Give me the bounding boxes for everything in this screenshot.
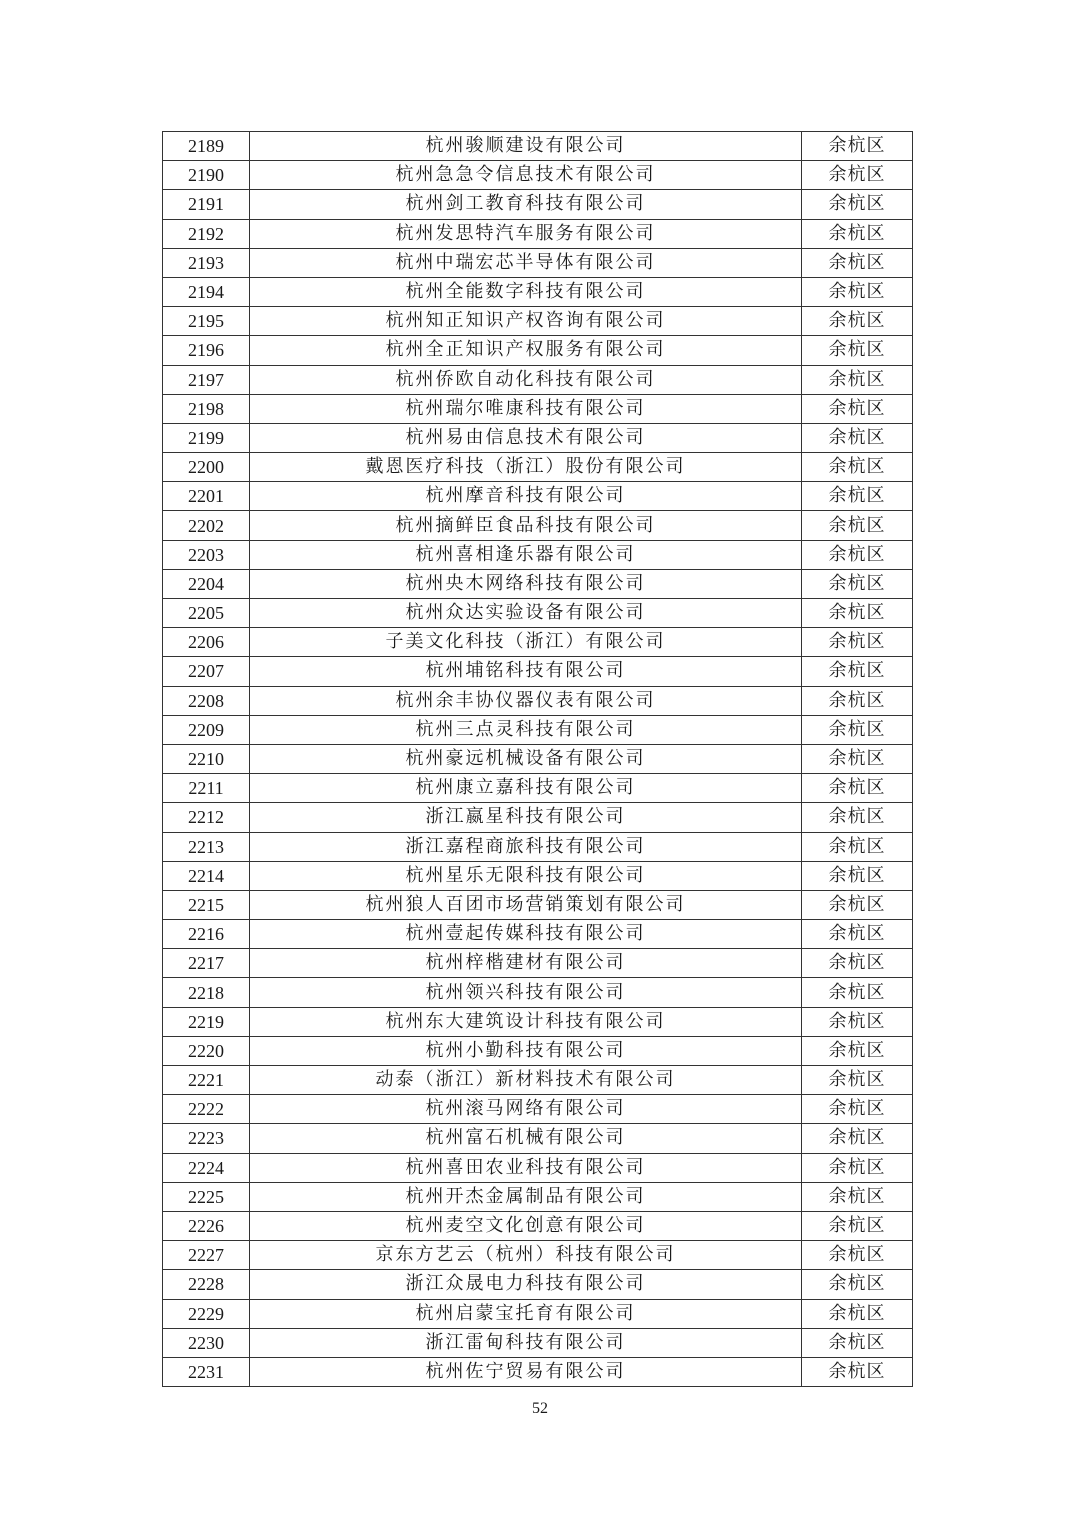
row-number-cell: 2227 bbox=[163, 1241, 250, 1270]
row-number-cell: 2218 bbox=[163, 978, 250, 1007]
row-number-cell: 2219 bbox=[163, 1007, 250, 1036]
company-name-cell: 杭州壹起传媒科技有限公司 bbox=[250, 920, 802, 949]
company-name-cell: 杭州央木网络科技有限公司 bbox=[250, 569, 802, 598]
row-number-cell: 2215 bbox=[163, 890, 250, 919]
table-row bbox=[163, 1299, 913, 1328]
row-number-cell: 2229 bbox=[163, 1299, 250, 1328]
table-row bbox=[163, 511, 913, 540]
table-row bbox=[163, 277, 913, 306]
district-cell: 余杭区 bbox=[802, 1328, 913, 1357]
row-number-cell: 2210 bbox=[163, 744, 250, 773]
company-name-cell: 杭州中瑞宏芯半导体有限公司 bbox=[250, 248, 802, 277]
district-cell: 余杭区 bbox=[802, 307, 913, 336]
table-row bbox=[163, 248, 913, 277]
table-row bbox=[163, 540, 913, 569]
table-row bbox=[163, 832, 913, 861]
district-cell: 余杭区 bbox=[802, 920, 913, 949]
company-name-cell: 杭州豪远机械设备有限公司 bbox=[250, 744, 802, 773]
district-cell: 余杭区 bbox=[802, 599, 913, 628]
table-row bbox=[163, 774, 913, 803]
district-cell: 余杭区 bbox=[802, 861, 913, 890]
row-number-cell: 2220 bbox=[163, 1036, 250, 1065]
table-row bbox=[163, 482, 913, 511]
row-number-cell: 2196 bbox=[163, 336, 250, 365]
district-cell: 余杭区 bbox=[802, 686, 913, 715]
company-table-body bbox=[163, 132, 913, 1387]
district-cell: 余杭区 bbox=[802, 336, 913, 365]
row-number-cell: 2211 bbox=[163, 774, 250, 803]
district-cell: 余杭区 bbox=[802, 1007, 913, 1036]
district-cell: 余杭区 bbox=[802, 832, 913, 861]
district-cell: 余杭区 bbox=[802, 1241, 913, 1270]
district-cell: 余杭区 bbox=[802, 1153, 913, 1182]
table-row bbox=[163, 1211, 913, 1240]
table-row bbox=[163, 890, 913, 919]
table-row bbox=[163, 1036, 913, 1065]
table-row bbox=[163, 949, 913, 978]
district-cell: 余杭区 bbox=[802, 1095, 913, 1124]
row-number-cell: 2190 bbox=[163, 161, 250, 190]
company-name-cell: 杭州喜相逢乐器有限公司 bbox=[250, 540, 802, 569]
table-row bbox=[163, 365, 913, 394]
table-row bbox=[163, 1328, 913, 1357]
row-number-cell: 2217 bbox=[163, 949, 250, 978]
table-row bbox=[163, 394, 913, 423]
company-name-cell: 杭州东大建筑设计科技有限公司 bbox=[250, 1007, 802, 1036]
row-number-cell: 2195 bbox=[163, 307, 250, 336]
company-name-cell: 杭州侨欧自动化科技有限公司 bbox=[250, 365, 802, 394]
table-row bbox=[163, 978, 913, 1007]
company-name-cell: 杭州摩音科技有限公司 bbox=[250, 482, 802, 511]
company-name-cell: 杭州知正知识产权咨询有限公司 bbox=[250, 307, 802, 336]
company-name-cell: 子美文化科技（浙江）有限公司 bbox=[250, 628, 802, 657]
district-cell: 余杭区 bbox=[802, 248, 913, 277]
company-name-cell: 戴恩医疗科技（浙江）股份有限公司 bbox=[250, 453, 802, 482]
row-number-cell: 2222 bbox=[163, 1095, 250, 1124]
district-cell: 余杭区 bbox=[802, 628, 913, 657]
table-row bbox=[163, 307, 913, 336]
company-name-cell: 杭州剑工教育科技有限公司 bbox=[250, 190, 802, 219]
row-number-cell: 2224 bbox=[163, 1153, 250, 1182]
company-name-cell: 杭州麦空文化创意有限公司 bbox=[250, 1211, 802, 1240]
row-number-cell: 2231 bbox=[163, 1357, 250, 1386]
row-number-cell: 2226 bbox=[163, 1211, 250, 1240]
company-name-cell: 浙江嬴星科技有限公司 bbox=[250, 803, 802, 832]
district-cell: 余杭区 bbox=[802, 1036, 913, 1065]
company-name-cell: 杭州瑞尔唯康科技有限公司 bbox=[250, 394, 802, 423]
table-row bbox=[163, 803, 913, 832]
table-row bbox=[163, 453, 913, 482]
district-cell: 余杭区 bbox=[802, 715, 913, 744]
district-cell: 余杭区 bbox=[802, 453, 913, 482]
row-number-cell: 2199 bbox=[163, 423, 250, 452]
district-cell: 余杭区 bbox=[802, 161, 913, 190]
district-cell: 余杭区 bbox=[802, 803, 913, 832]
row-number-cell: 2221 bbox=[163, 1066, 250, 1095]
row-number-cell: 2204 bbox=[163, 569, 250, 598]
company-name-cell: 杭州众达实验设备有限公司 bbox=[250, 599, 802, 628]
company-name-cell: 杭州滚马网络有限公司 bbox=[250, 1095, 802, 1124]
company-name-cell: 杭州启蒙宝托育有限公司 bbox=[250, 1299, 802, 1328]
table-row bbox=[163, 1153, 913, 1182]
row-number-cell: 2206 bbox=[163, 628, 250, 657]
table-row bbox=[163, 161, 913, 190]
row-number-cell: 2214 bbox=[163, 861, 250, 890]
district-cell: 余杭区 bbox=[802, 569, 913, 598]
company-name-cell: 杭州余丰协仪器仪表有限公司 bbox=[250, 686, 802, 715]
row-number-cell: 2213 bbox=[163, 832, 250, 861]
company-name-cell: 杭州梓楷建材有限公司 bbox=[250, 949, 802, 978]
table-row bbox=[163, 1182, 913, 1211]
company-name-cell: 杭州喜田农业科技有限公司 bbox=[250, 1153, 802, 1182]
company-name-cell: 杭州佐宁贸易有限公司 bbox=[250, 1357, 802, 1386]
table-row bbox=[163, 1007, 913, 1036]
district-cell: 余杭区 bbox=[802, 1299, 913, 1328]
district-cell: 余杭区 bbox=[802, 1124, 913, 1153]
table-row bbox=[163, 190, 913, 219]
page-number: 52 bbox=[532, 1400, 548, 1417]
company-name-cell: 杭州全正知识产权服务有限公司 bbox=[250, 336, 802, 365]
row-number-cell: 2223 bbox=[163, 1124, 250, 1153]
table-row bbox=[163, 657, 913, 686]
company-name-cell: 杭州易由信息技术有限公司 bbox=[250, 423, 802, 452]
district-cell: 余杭区 bbox=[802, 1211, 913, 1240]
table-row bbox=[163, 599, 913, 628]
table-row bbox=[163, 423, 913, 452]
row-number-cell: 2198 bbox=[163, 394, 250, 423]
row-number-cell: 2191 bbox=[163, 190, 250, 219]
district-cell: 余杭区 bbox=[802, 277, 913, 306]
district-cell: 余杭区 bbox=[802, 132, 913, 161]
company-name-cell: 京东方艺云（杭州）科技有限公司 bbox=[250, 1241, 802, 1270]
row-number-cell: 2208 bbox=[163, 686, 250, 715]
row-number-cell: 2228 bbox=[163, 1270, 250, 1299]
table-row bbox=[163, 132, 913, 161]
row-number-cell: 2194 bbox=[163, 277, 250, 306]
district-cell: 余杭区 bbox=[802, 890, 913, 919]
district-cell: 余杭区 bbox=[802, 1182, 913, 1211]
row-number-cell: 2201 bbox=[163, 482, 250, 511]
table-row bbox=[163, 1357, 913, 1386]
company-name-cell: 杭州富石机械有限公司 bbox=[250, 1124, 802, 1153]
row-number-cell: 2207 bbox=[163, 657, 250, 686]
company-name-cell: 杭州摘鲜臣食品科技有限公司 bbox=[250, 511, 802, 540]
district-cell: 余杭区 bbox=[802, 190, 913, 219]
company-name-cell: 杭州小勤科技有限公司 bbox=[250, 1036, 802, 1065]
district-cell: 余杭区 bbox=[802, 365, 913, 394]
table-row bbox=[163, 336, 913, 365]
row-number-cell: 2203 bbox=[163, 540, 250, 569]
row-number-cell: 2193 bbox=[163, 248, 250, 277]
table-row bbox=[163, 628, 913, 657]
district-cell: 余杭区 bbox=[802, 978, 913, 1007]
table-row bbox=[163, 219, 913, 248]
table-row bbox=[163, 1270, 913, 1299]
district-cell: 余杭区 bbox=[802, 1357, 913, 1386]
table-row bbox=[163, 1066, 913, 1095]
table-row bbox=[163, 686, 913, 715]
district-cell: 余杭区 bbox=[802, 1066, 913, 1095]
company-name-cell: 杭州埔铭科技有限公司 bbox=[250, 657, 802, 686]
company-name-cell: 杭州急急令信息技术有限公司 bbox=[250, 161, 802, 190]
district-cell: 余杭区 bbox=[802, 774, 913, 803]
row-number-cell: 2212 bbox=[163, 803, 250, 832]
table-row bbox=[163, 920, 913, 949]
row-number-cell: 2202 bbox=[163, 511, 250, 540]
company-name-cell: 杭州三点灵科技有限公司 bbox=[250, 715, 802, 744]
district-cell: 余杭区 bbox=[802, 657, 913, 686]
table-row bbox=[163, 1095, 913, 1124]
district-cell: 余杭区 bbox=[802, 219, 913, 248]
district-cell: 余杭区 bbox=[802, 394, 913, 423]
company-name-cell: 动泰（浙江）新材料技术有限公司 bbox=[250, 1066, 802, 1095]
company-name-cell: 杭州狼人百团市场营销策划有限公司 bbox=[250, 890, 802, 919]
row-number-cell: 2200 bbox=[163, 453, 250, 482]
district-cell: 余杭区 bbox=[802, 949, 913, 978]
district-cell: 余杭区 bbox=[802, 482, 913, 511]
row-number-cell: 2209 bbox=[163, 715, 250, 744]
company-name-cell: 杭州星乐无限科技有限公司 bbox=[250, 861, 802, 890]
table-row bbox=[163, 1124, 913, 1153]
row-number-cell: 2230 bbox=[163, 1328, 250, 1357]
company-table bbox=[162, 131, 913, 1387]
table-row bbox=[163, 861, 913, 890]
district-cell: 余杭区 bbox=[802, 511, 913, 540]
row-number-cell: 2197 bbox=[163, 365, 250, 394]
company-name-cell: 杭州康立嘉科技有限公司 bbox=[250, 774, 802, 803]
district-cell: 余杭区 bbox=[802, 1270, 913, 1299]
company-name-cell: 浙江雷甸科技有限公司 bbox=[250, 1328, 802, 1357]
district-cell: 余杭区 bbox=[802, 744, 913, 773]
company-name-cell: 杭州全能数字科技有限公司 bbox=[250, 277, 802, 306]
district-cell: 余杭区 bbox=[802, 423, 913, 452]
table-row bbox=[163, 715, 913, 744]
row-number-cell: 2205 bbox=[163, 599, 250, 628]
table-row bbox=[163, 569, 913, 598]
row-number-cell: 2225 bbox=[163, 1182, 250, 1211]
company-name-cell: 杭州骏顺建设有限公司 bbox=[250, 132, 802, 161]
company-name-cell: 浙江众晟电力科技有限公司 bbox=[250, 1270, 802, 1299]
table-row bbox=[163, 1241, 913, 1270]
row-number-cell: 2216 bbox=[163, 920, 250, 949]
district-cell: 余杭区 bbox=[802, 540, 913, 569]
company-name-cell: 杭州开杰金属制品有限公司 bbox=[250, 1182, 802, 1211]
company-name-cell: 浙江嘉程商旅科技有限公司 bbox=[250, 832, 802, 861]
company-name-cell: 杭州领兴科技有限公司 bbox=[250, 978, 802, 1007]
company-name-cell: 杭州发思特汽车服务有限公司 bbox=[250, 219, 802, 248]
table-row bbox=[163, 744, 913, 773]
row-number-cell: 2192 bbox=[163, 219, 250, 248]
row-number-cell: 2189 bbox=[163, 132, 250, 161]
